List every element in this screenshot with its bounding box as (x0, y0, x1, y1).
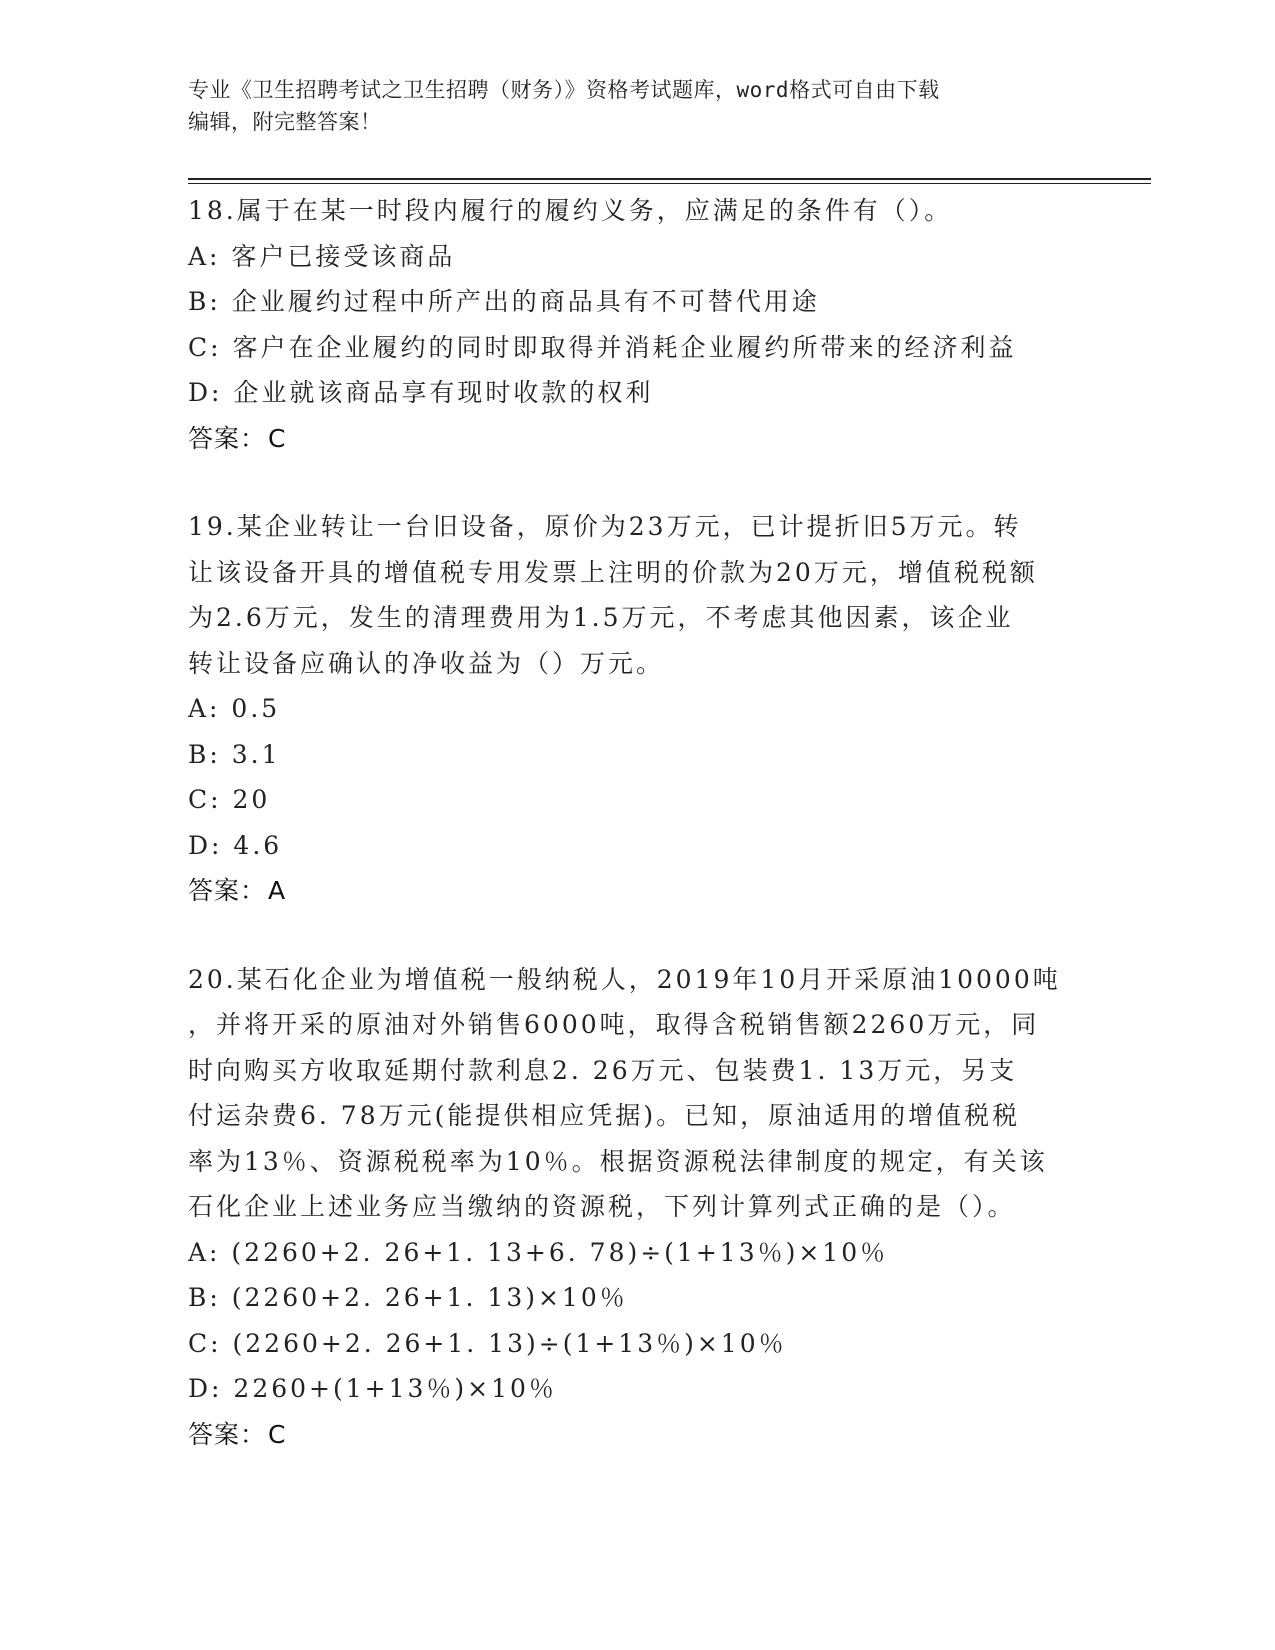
option-a: A: (2260+2. 26+1. 13+6. 78)÷(1+13％)×10％ (188, 1237, 889, 1267)
header-line-2: 编辑，附完整答案！ (188, 110, 382, 134)
question-stem-line: 石化企业上述业务应当缴纳的资源税，下列计算列式正确的是（）。 (188, 1192, 1016, 1221)
question-stem-line: 20.某石化企业为增值税一般纳税人，2019年10月开采原油10000吨 (188, 964, 1061, 994)
option-d: D: 4.6 (188, 830, 283, 860)
option-c: C: 20 (188, 785, 271, 814)
answer-line (188, 416, 1068, 462)
question-stem-line: 让该设备开具的增值税专用发票上注明的价款为20万元，增值税税额 (188, 557, 1038, 587)
question-19 (188, 504, 1068, 914)
question-18 (188, 188, 1068, 461)
answer-value: A (268, 876, 287, 905)
option-c: C: 客户在企业履约的同时即取得并消耗企业履约所带来的经济利益 (188, 332, 1017, 362)
question-stem-line: 19.某企业转让一台旧设备，原价为23万元，已计提折旧5万元。转 (188, 512, 1022, 541)
answer-line (188, 868, 1068, 914)
answer-line (188, 1412, 1068, 1458)
option-d: D: 2260+(1+13％)×10％ (188, 1374, 557, 1403)
header-line-1: 专业《卫生招聘考试之卫生招聘（财务）》资格考试题库，word格式可自由下载 (188, 78, 940, 102)
header-divider-thin (188, 183, 1151, 184)
document-header (188, 74, 1068, 138)
question-stem-line: ，并将开采的原油对外销售6000吨，取得含税销售额2260万元，同 (188, 1010, 1040, 1039)
answer-value: C (268, 1419, 287, 1449)
question-stem: 18.属于在某一时段内履行的履约义务，应满足的条件有（）。 (188, 196, 953, 225)
answer-label: 答案： (188, 423, 267, 453)
question-stem-line: 转让设备应确认的净收益为（）万元。 (188, 648, 665, 678)
question-20 (188, 957, 1068, 1458)
option-d: D: 企业就该商品享有现时收款的权利 (188, 378, 654, 407)
question-stem-line: 付运杂费6. 78万元(能提供相应凭据)。已知，原油适用的增值税税 (188, 1101, 1021, 1130)
answer-label: 答案： (188, 876, 267, 905)
question-stem-line: 为2.6万元，发生的清理费用为1.5万元，不考虑其他因素，该企业 (188, 603, 1014, 632)
option-b: B: 企业履约过程中所产出的商品具有不可替代用途 (188, 287, 820, 316)
option-a: A: 客户已接受该商品 (188, 241, 456, 271)
question-list (188, 188, 1068, 1500)
option-b: B: (2260+2. 26+1. 13)×10％ (188, 1283, 628, 1312)
answer-value: C (268, 423, 287, 453)
question-stem-line: 时向购买方收取延期付款利息2. 26万元、包装费1. 13万元，另支 (188, 1055, 1018, 1085)
question-stem-line: 率为13％、资源税税率为10％。根据资源税法律制度的规定，有关该 (188, 1146, 1048, 1176)
header-divider-thick (188, 178, 1151, 180)
answer-label: 答案： (188, 1419, 267, 1449)
option-a: A: 0.5 (188, 694, 281, 723)
option-c: C: (2260+2. 26+1. 13)÷(1+13％)×10％ (188, 1328, 787, 1358)
option-b: B: 3.1 (188, 739, 281, 769)
